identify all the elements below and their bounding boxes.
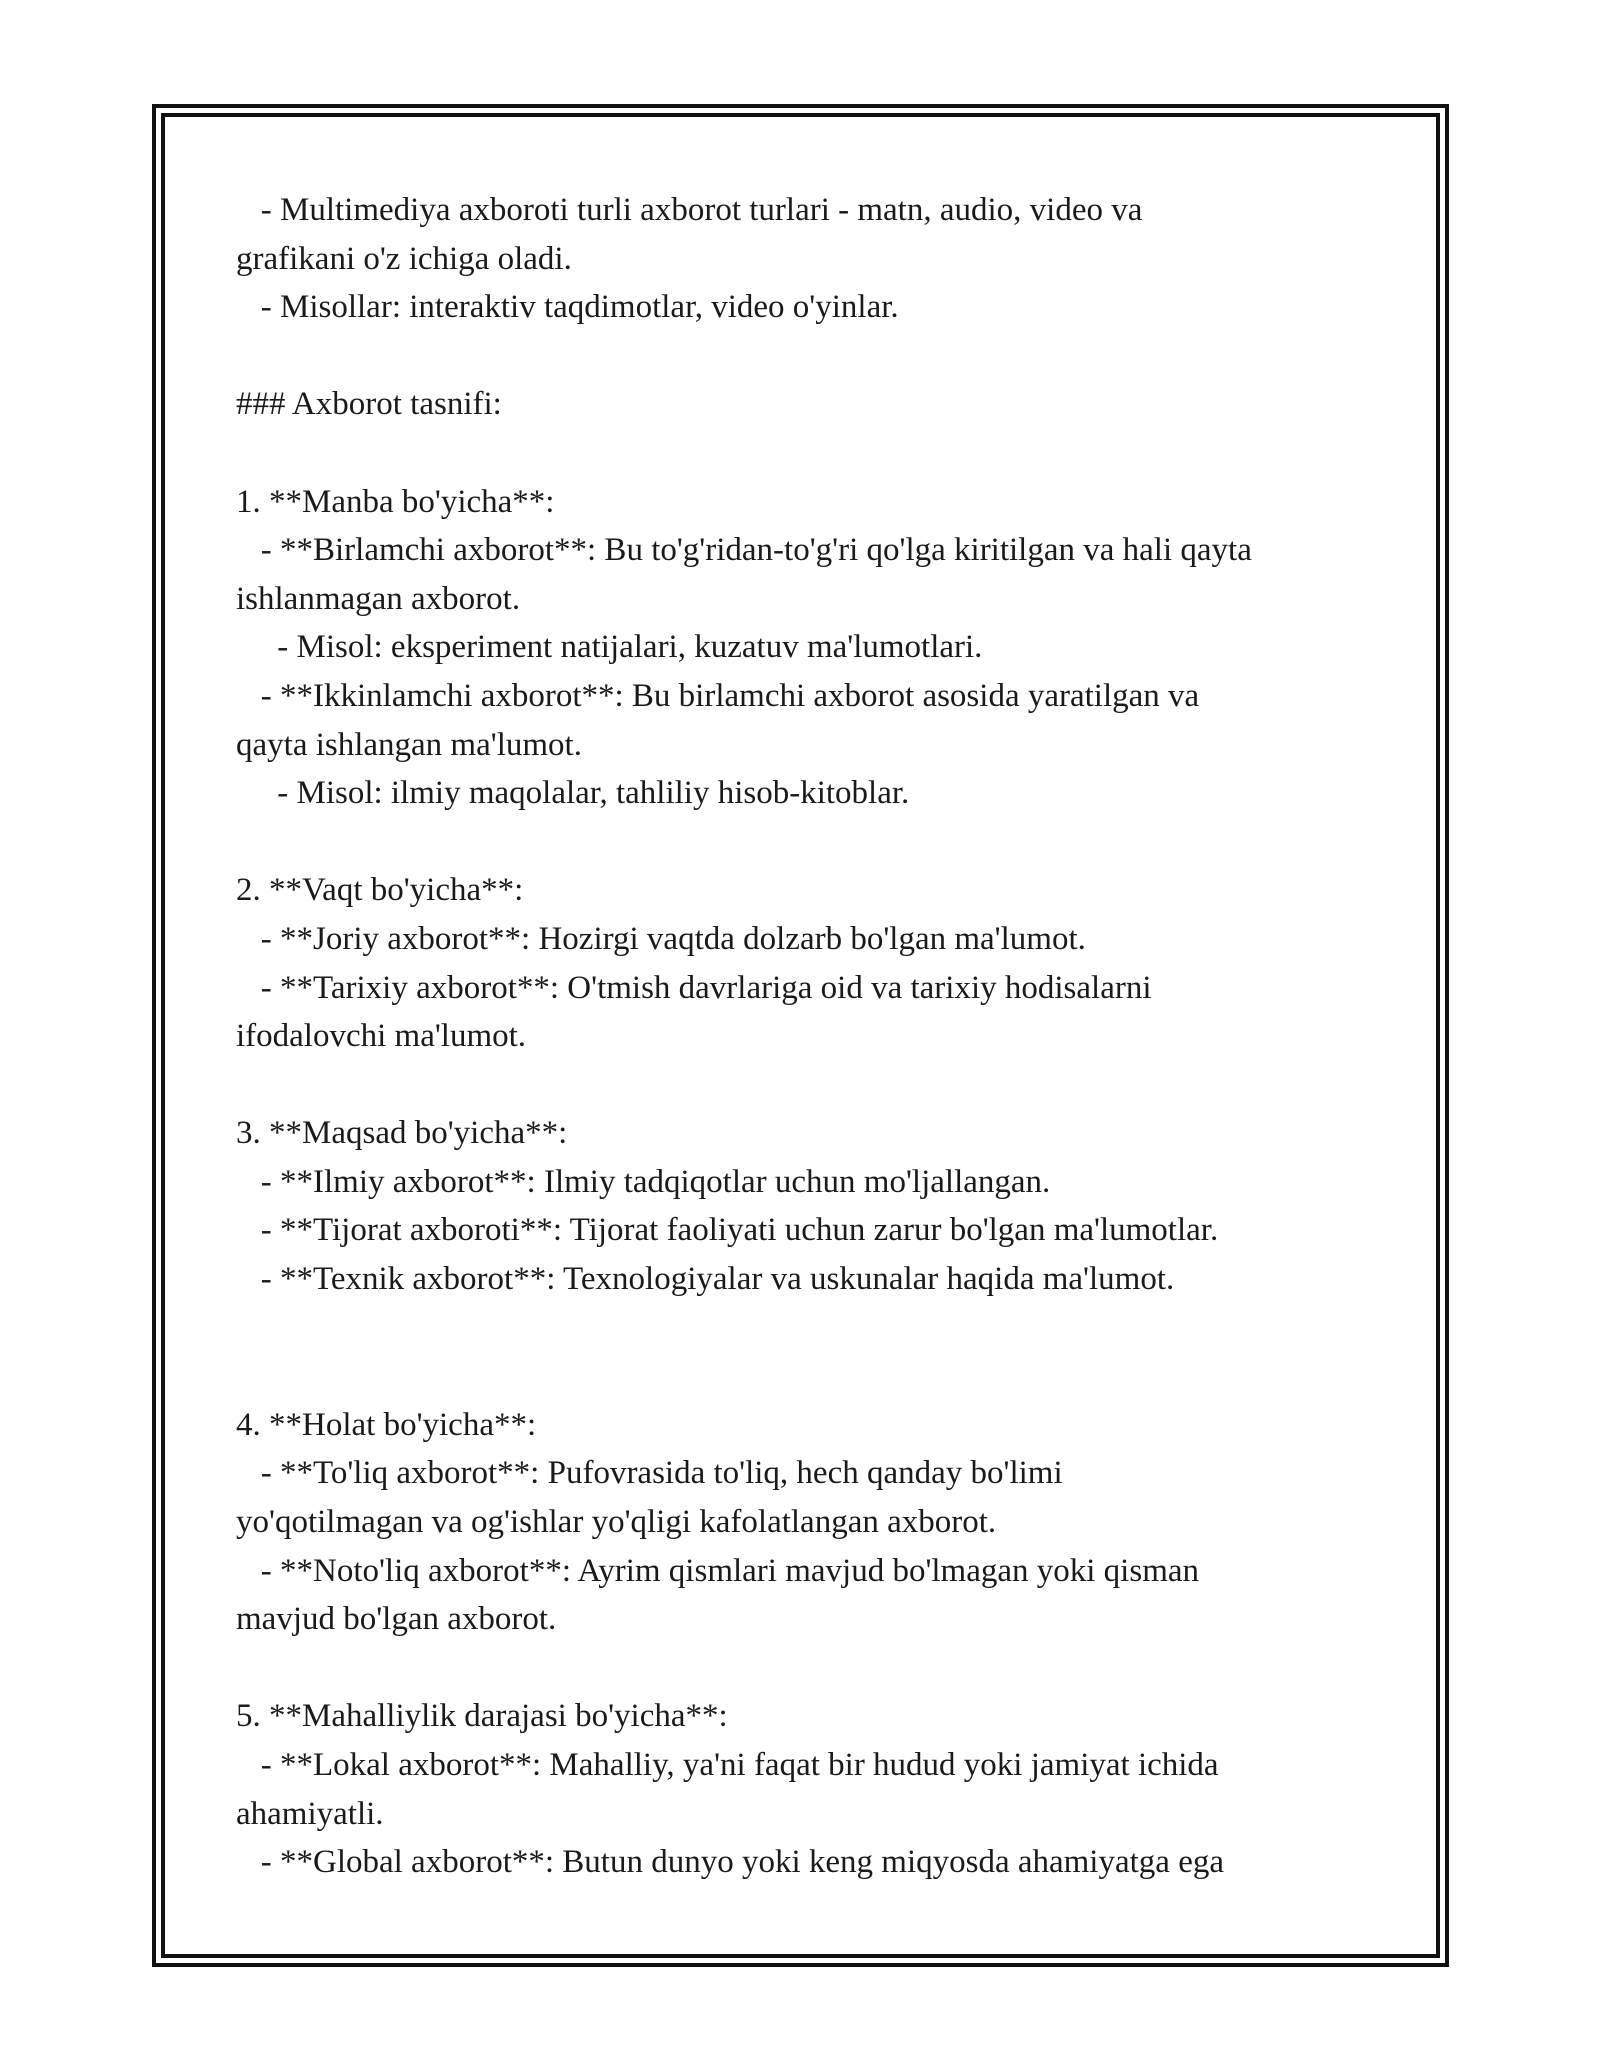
text-line: - Multimediya axboroti turli axborot turlari - matn, audio, video va <box>236 192 1143 228</box>
text-line: qayta ishlangan ma'lumot. <box>236 726 582 763</box>
text-line: mavjud bo'lgan axborot. <box>236 1601 557 1638</box>
list-heading: 5. **Mahalliylik darajasi bo'yicha**: <box>236 1698 728 1735</box>
list-heading: 3. **Maqsad bo'yicha**: <box>236 1115 568 1152</box>
text-line: ishlanmagan axborot. <box>236 580 521 617</box>
text-line: - **Texnik axborot**: Texnologiyalar va uskunalar haqida ma'lumot. <box>236 1261 1175 1298</box>
blank-line <box>236 818 1376 867</box>
text-line: - **Ikkinlamchi axborot**: Bu birlamchi axborot asosida yaratilgan va <box>236 677 1200 714</box>
blank-line <box>236 1644 1376 1693</box>
blank-line <box>236 1304 1376 1353</box>
blank-line <box>236 1352 1376 1401</box>
list-heading: 2. **Vaqt bo'yicha**: <box>236 872 524 909</box>
text-line: grafikani o'z ichiga oladi. <box>236 240 572 277</box>
list-heading: 4. **Holat bo'yicha**: <box>236 1406 537 1443</box>
text-line: - Misollar: interaktiv taqdimotlar, video o'yinlar. <box>236 289 899 326</box>
text-line: - **Birlamchi axborot**: Bu to'g'ridan-to'g'ri qo'lga kiritilgan va hali qayta <box>236 532 1252 569</box>
text-line: - **Tijorat axboroti**: Tijorat faoliyati uchun zarur bo'lgan ma'lumotlar. <box>236 1212 1219 1249</box>
blank-line <box>236 429 1376 478</box>
section-heading: ### Axborot tasnifi: <box>236 386 502 423</box>
list-heading: 1. **Manba bo'yicha**: <box>236 483 555 520</box>
text-line: - Misol: ilmiy maqolalar, tahliliy hisob-kitoblar. <box>236 775 910 812</box>
text-line: yo'qotilmagan va og'ishlar yo'qligi kafolatlangan axborot. <box>236 1504 997 1541</box>
text-line: - **Lokal axborot**: Mahalliy, ya'ni faqat bir hudud yoki jamiyat ichida <box>236 1747 1219 1783</box>
text-line: ahamiyatli. <box>236 1795 384 1832</box>
document-body <box>236 186 1376 1887</box>
text-line: - Misol: eksperiment natijalari, kuzatuv ma'lumotlari. <box>236 629 983 666</box>
text-line: - **Global axborot**: Butun dunyo yoki keng miqyosda ahamiyatga ega <box>236 1844 1224 1881</box>
text-line: - **Noto'liq axborot**: Ayrim qismlari mavjud bo'lmagan yoki qisman <box>236 1552 1200 1589</box>
blank-line <box>236 332 1376 381</box>
text-line: - **Ilmiy axborot**: Ilmiy tadqiqotlar uchun mo'ljallangan. <box>236 1163 1051 1200</box>
text-line: - **Joriy axborot**: Hozirgi vaqtda dolzarb bo'lgan ma'lumot. <box>236 920 1086 957</box>
text-line: ifodalovchi ma'lumot. <box>236 1018 527 1055</box>
text-line: - **To'liq axborot**: Pufovrasida to'liq, hech qanday bo'limi <box>236 1455 1063 1492</box>
text-line: - **Tarixiy axborot**: O'tmish davrlariga oid va tarixiy hodisalarni <box>236 969 1152 1006</box>
blank-line <box>236 1061 1376 1110</box>
